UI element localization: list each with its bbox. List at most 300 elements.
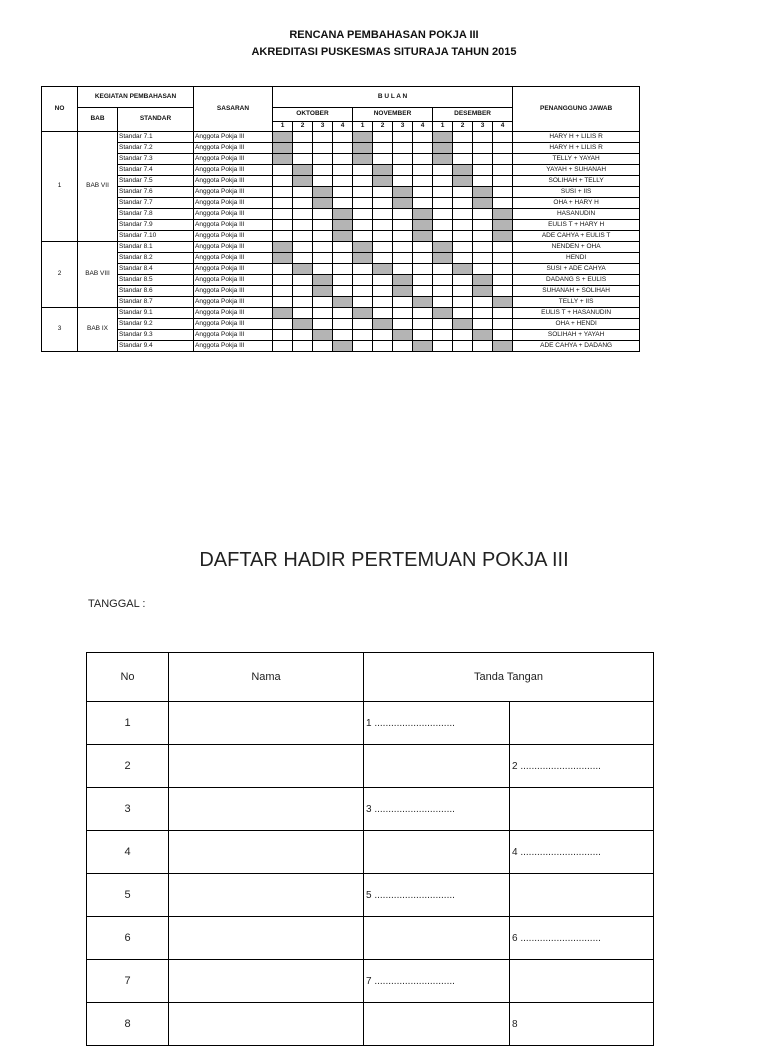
week-cell <box>353 308 373 319</box>
week-cell <box>333 176 353 187</box>
week-cell <box>353 275 373 286</box>
week-cell <box>353 253 373 264</box>
schedule-row <box>42 231 640 242</box>
col-bulan-header: B U L A N <box>273 87 513 108</box>
standar-cell: Standar 7.5 <box>118 176 194 187</box>
week-cell <box>413 330 433 341</box>
week-cell <box>373 286 393 297</box>
schedule-row <box>42 253 640 264</box>
week-cell <box>293 286 313 297</box>
week-cell <box>433 242 453 253</box>
col-no-header: NO <box>42 87 78 132</box>
week-cell <box>313 198 333 209</box>
row-number: 5 <box>87 874 169 917</box>
attendance-row <box>87 1003 654 1046</box>
attendance-row <box>87 960 654 1003</box>
schedule-row <box>42 308 640 319</box>
week-cell <box>433 275 453 286</box>
week-cell <box>293 209 313 220</box>
week-cell <box>473 286 493 297</box>
week-cell <box>373 231 393 242</box>
standar-cell: Standar 9.3 <box>118 330 194 341</box>
week-cell <box>293 330 313 341</box>
week-cell <box>333 264 353 275</box>
sasaran-cell: Anggota Pokja III <box>194 231 273 242</box>
week-cell <box>293 187 313 198</box>
week-cell <box>273 165 293 176</box>
pj-cell: HASANUDIN <box>513 209 640 220</box>
row-number: 2 <box>87 745 169 788</box>
doc-title-line1: RENCANA PEMBAHASAN POKJA III <box>289 29 479 41</box>
row-number: 8 <box>87 1003 169 1046</box>
week-cell <box>493 308 513 319</box>
week-cell <box>393 132 413 143</box>
week-cell <box>493 319 513 330</box>
week-cell <box>413 198 433 209</box>
week-cell <box>393 308 413 319</box>
week-cell <box>353 209 373 220</box>
attendance-row <box>87 831 654 874</box>
week-cell <box>333 242 353 253</box>
month-header: NOVEMBER <box>353 108 433 122</box>
week-cell <box>373 330 393 341</box>
signature-line: 4 ............................. <box>510 831 654 874</box>
week-cell <box>353 165 373 176</box>
sasaran-cell: Anggota Pokja III <box>194 176 273 187</box>
pj-cell: OHA + HARY H <box>513 198 640 209</box>
name-cell <box>169 702 364 745</box>
week-cell <box>433 165 453 176</box>
week-cell <box>293 308 313 319</box>
week-cell <box>313 264 333 275</box>
week-cell <box>333 231 353 242</box>
signature-line: 7 ............................. <box>364 960 510 1003</box>
standar-cell: Standar 8.5 <box>118 275 194 286</box>
week-cell <box>273 220 293 231</box>
week-cell <box>493 143 513 154</box>
week-cell <box>413 264 433 275</box>
sasaran-cell: Anggota Pokja III <box>194 308 273 319</box>
week-cell <box>473 275 493 286</box>
week-cell <box>393 154 413 165</box>
week-cell <box>493 330 513 341</box>
week-cell <box>493 132 513 143</box>
week-cell <box>353 231 373 242</box>
week-cell <box>453 319 473 330</box>
schedule-row <box>42 176 640 187</box>
week-cell <box>373 253 393 264</box>
week-cell <box>493 341 513 352</box>
attendance-table <box>86 652 654 1046</box>
row-number: 6 <box>87 917 169 960</box>
standar-cell: Standar 7.10 <box>118 231 194 242</box>
week-cell <box>433 330 453 341</box>
pj-cell: DADANG S + EULIS <box>513 275 640 286</box>
week-cell <box>313 231 333 242</box>
week-cell <box>273 297 293 308</box>
week-header: 2 <box>373 122 393 132</box>
week-cell <box>293 143 313 154</box>
schedule-row <box>42 341 640 352</box>
week-header: 4 <box>413 122 433 132</box>
week-cell <box>493 187 513 198</box>
schedule-row <box>42 297 640 308</box>
week-cell <box>493 165 513 176</box>
week-cell <box>373 165 393 176</box>
week-cell <box>493 198 513 209</box>
col-nama-header: Nama <box>169 653 364 702</box>
schedule-row <box>42 319 640 330</box>
week-cell <box>313 275 333 286</box>
name-cell <box>169 960 364 1003</box>
week-cell <box>393 275 413 286</box>
pj-cell: HENDI <box>513 253 640 264</box>
signature-blank <box>364 745 510 788</box>
week-cell <box>373 297 393 308</box>
week-cell <box>473 154 493 165</box>
signature-blank <box>364 1003 510 1046</box>
pj-cell: ADE CAHYA + EULIS T <box>513 231 640 242</box>
week-cell <box>413 209 433 220</box>
week-cell <box>453 176 473 187</box>
week-cell <box>333 132 353 143</box>
name-cell <box>169 917 364 960</box>
week-cell <box>273 132 293 143</box>
name-cell <box>169 788 364 831</box>
sasaran-cell: Anggota Pokja III <box>194 319 273 330</box>
standar-cell: Standar 8.1 <box>118 242 194 253</box>
week-cell <box>273 330 293 341</box>
standar-cell: Standar 7.9 <box>118 220 194 231</box>
week-cell <box>273 341 293 352</box>
week-cell <box>353 319 373 330</box>
week-cell <box>453 220 473 231</box>
week-cell <box>413 341 433 352</box>
signature-blank <box>364 917 510 960</box>
group-bab: BAB VIII <box>78 242 118 308</box>
week-cell <box>273 143 293 154</box>
week-cell <box>493 176 513 187</box>
week-cell <box>333 209 353 220</box>
week-cell <box>473 209 493 220</box>
sasaran-cell: Anggota Pokja III <box>194 154 273 165</box>
schedule-row <box>42 209 640 220</box>
attendance-header-row <box>87 653 654 702</box>
sasaran-cell: Anggota Pokja III <box>194 242 273 253</box>
row-number: 3 <box>87 788 169 831</box>
week-cell <box>453 253 473 264</box>
week-cell <box>373 220 393 231</box>
week-cell <box>453 330 473 341</box>
week-cell <box>333 319 353 330</box>
group-no: 3 <box>42 308 78 352</box>
week-cell <box>273 198 293 209</box>
week-cell <box>273 231 293 242</box>
week-header: 2 <box>293 122 313 132</box>
week-cell <box>273 209 293 220</box>
tanggal-label: TANGGAL : <box>88 598 146 610</box>
signature-line: 2 ............................. <box>510 745 654 788</box>
week-cell <box>333 275 353 286</box>
week-cell <box>413 253 433 264</box>
week-cell <box>433 253 453 264</box>
schedule-row <box>42 286 640 297</box>
pj-cell: TELLY + YAYAH <box>513 154 640 165</box>
sasaran-cell: Anggota Pokja III <box>194 264 273 275</box>
pj-cell: YAYAH + SUHANAH <box>513 165 640 176</box>
week-cell <box>293 242 313 253</box>
week-cell <box>473 330 493 341</box>
sasaran-cell: Anggota Pokja III <box>194 275 273 286</box>
week-cell <box>433 286 453 297</box>
signature-line: 1 ............................. <box>364 702 510 745</box>
week-cell <box>393 253 413 264</box>
standar-cell: Standar 8.4 <box>118 264 194 275</box>
week-cell <box>473 253 493 264</box>
week-cell <box>393 330 413 341</box>
week-cell <box>333 143 353 154</box>
standar-cell: Standar 7.1 <box>118 132 194 143</box>
week-cell <box>293 132 313 143</box>
sasaran-cell: Anggota Pokja III <box>194 297 273 308</box>
week-cell <box>273 187 293 198</box>
week-header: 4 <box>493 122 513 132</box>
week-cell <box>413 220 433 231</box>
week-cell <box>393 209 413 220</box>
week-cell <box>373 341 393 352</box>
week-cell <box>473 176 493 187</box>
sasaran-cell: Anggota Pokja III <box>194 187 273 198</box>
week-cell <box>493 242 513 253</box>
week-cell <box>453 308 473 319</box>
week-cell <box>313 330 333 341</box>
pj-cell: EULIS T + HARY H <box>513 220 640 231</box>
week-cell <box>453 143 473 154</box>
week-cell <box>313 165 333 176</box>
week-cell <box>313 341 333 352</box>
sasaran-cell: Anggota Pokja III <box>194 253 273 264</box>
week-cell <box>413 154 433 165</box>
standar-cell: Standar 9.4 <box>118 341 194 352</box>
week-cell <box>293 319 313 330</box>
standar-cell: Standar 7.2 <box>118 143 194 154</box>
week-cell <box>453 165 473 176</box>
signature-line: 8 <box>510 1003 654 1046</box>
name-cell <box>169 745 364 788</box>
week-header: 3 <box>313 122 333 132</box>
week-cell <box>493 297 513 308</box>
week-cell <box>413 286 433 297</box>
week-cell <box>293 341 313 352</box>
week-cell <box>473 165 493 176</box>
week-cell <box>413 132 433 143</box>
week-header: 1 <box>353 122 373 132</box>
week-cell <box>413 308 433 319</box>
week-cell <box>313 154 333 165</box>
signature-blank <box>510 702 654 745</box>
week-cell <box>433 341 453 352</box>
sasaran-cell: Anggota Pokja III <box>194 165 273 176</box>
group-no: 2 <box>42 242 78 308</box>
week-cell <box>493 209 513 220</box>
week-cell <box>393 341 413 352</box>
week-cell <box>313 132 333 143</box>
week-cell <box>453 242 473 253</box>
week-cell <box>373 176 393 187</box>
week-header: 3 <box>473 122 493 132</box>
week-cell <box>453 286 473 297</box>
week-cell <box>313 209 333 220</box>
week-cell <box>373 209 393 220</box>
col-bab-header: BAB <box>78 108 118 132</box>
month-header: DESEMBER <box>433 108 513 122</box>
week-cell <box>293 176 313 187</box>
week-cell <box>333 165 353 176</box>
standar-cell: Standar 8.2 <box>118 253 194 264</box>
week-cell <box>493 220 513 231</box>
pj-cell: OHA + HENDI <box>513 319 640 330</box>
week-cell <box>473 220 493 231</box>
week-cell <box>453 275 473 286</box>
name-cell <box>169 1003 364 1046</box>
week-cell <box>333 154 353 165</box>
week-cell <box>473 132 493 143</box>
week-header: 1 <box>433 122 453 132</box>
week-cell <box>393 165 413 176</box>
week-cell <box>293 231 313 242</box>
standar-cell: Standar 7.4 <box>118 165 194 176</box>
schedule-row <box>42 242 640 253</box>
week-cell <box>353 286 373 297</box>
group-bab: BAB IX <box>78 308 118 352</box>
week-cell <box>333 220 353 231</box>
week-cell <box>413 231 433 242</box>
pj-cell: NENDEN + OHA <box>513 242 640 253</box>
pj-cell: HARY H + LILIS R <box>513 143 640 154</box>
week-cell <box>313 308 333 319</box>
week-cell <box>433 187 453 198</box>
pj-cell: SOLIHAH + TELLY <box>513 176 640 187</box>
week-cell <box>393 176 413 187</box>
pj-cell: TELLY + IIS <box>513 297 640 308</box>
attendance-row <box>87 788 654 831</box>
week-cell <box>393 198 413 209</box>
week-cell <box>473 297 493 308</box>
col-ttd-header: Tanda Tangan <box>364 653 654 702</box>
week-cell <box>273 253 293 264</box>
group-bab: BAB VII <box>78 132 118 242</box>
week-cell <box>473 187 493 198</box>
week-cell <box>493 231 513 242</box>
week-cell <box>293 253 313 264</box>
week-cell <box>393 286 413 297</box>
week-cell <box>373 308 393 319</box>
week-cell <box>433 143 453 154</box>
row-number: 7 <box>87 960 169 1003</box>
week-header: 4 <box>333 122 353 132</box>
month-header: OKTOBER <box>273 108 353 122</box>
sasaran-cell: Anggota Pokja III <box>194 132 273 143</box>
schedule-row <box>42 187 640 198</box>
week-cell <box>393 297 413 308</box>
col-pj-header: PENANGGUNG JAWAB <box>513 87 640 132</box>
week-cell <box>353 132 373 143</box>
week-cell <box>393 231 413 242</box>
week-cell <box>493 286 513 297</box>
attendance-row <box>87 745 654 788</box>
col-no-header: No <box>87 653 169 702</box>
week-cell <box>433 198 453 209</box>
sasaran-cell: Anggota Pokja III <box>194 143 273 154</box>
week-header: 1 <box>273 122 293 132</box>
week-cell <box>433 308 453 319</box>
week-cell <box>293 220 313 231</box>
week-cell <box>293 198 313 209</box>
schedule-table <box>41 86 640 352</box>
week-cell <box>353 176 373 187</box>
week-cell <box>433 264 453 275</box>
week-cell <box>453 198 473 209</box>
pj-cell: ADE CAHYA + DADANG <box>513 341 640 352</box>
week-cell <box>473 341 493 352</box>
week-cell <box>393 187 413 198</box>
week-cell <box>453 264 473 275</box>
week-cell <box>333 297 353 308</box>
week-cell <box>493 275 513 286</box>
week-cell <box>333 341 353 352</box>
pj-cell: SUSI + ADE CAHYA <box>513 264 640 275</box>
week-cell <box>353 220 373 231</box>
signature-line: 6 ............................. <box>510 917 654 960</box>
schedule-row <box>42 275 640 286</box>
week-cell <box>473 264 493 275</box>
week-cell <box>413 319 433 330</box>
schedule-row <box>42 198 640 209</box>
week-cell <box>473 143 493 154</box>
name-cell <box>169 874 364 917</box>
signature-line: 5 ............................. <box>364 874 510 917</box>
week-cell <box>433 297 453 308</box>
signature-blank <box>510 788 654 831</box>
standar-cell: Standar 7.8 <box>118 209 194 220</box>
week-cell <box>353 330 373 341</box>
attendance-title: DAFTAR HADIR PERTEMUAN POKJA III <box>199 549 569 571</box>
sasaran-cell: Anggota Pokja III <box>194 198 273 209</box>
schedule-row <box>42 143 640 154</box>
week-cell <box>333 187 353 198</box>
pj-cell: SUHANAH + SOLIHAH <box>513 286 640 297</box>
week-cell <box>453 231 473 242</box>
signature-blank <box>364 831 510 874</box>
week-cell <box>473 242 493 253</box>
week-cell <box>273 308 293 319</box>
week-cell <box>413 242 433 253</box>
week-cell <box>313 143 333 154</box>
week-cell <box>313 242 333 253</box>
week-cell <box>433 231 453 242</box>
week-cell <box>393 242 413 253</box>
week-cell <box>373 275 393 286</box>
doc-title-line2: AKREDITASI PUSKESMAS SITURAJA TAHUN 2015 <box>251 46 517 58</box>
week-cell <box>373 319 393 330</box>
week-cell <box>313 286 333 297</box>
week-cell <box>413 275 433 286</box>
week-cell <box>373 154 393 165</box>
week-cell <box>333 308 353 319</box>
standar-cell: Standar 9.1 <box>118 308 194 319</box>
standar-cell: Standar 9.2 <box>118 319 194 330</box>
week-header: 3 <box>393 122 413 132</box>
